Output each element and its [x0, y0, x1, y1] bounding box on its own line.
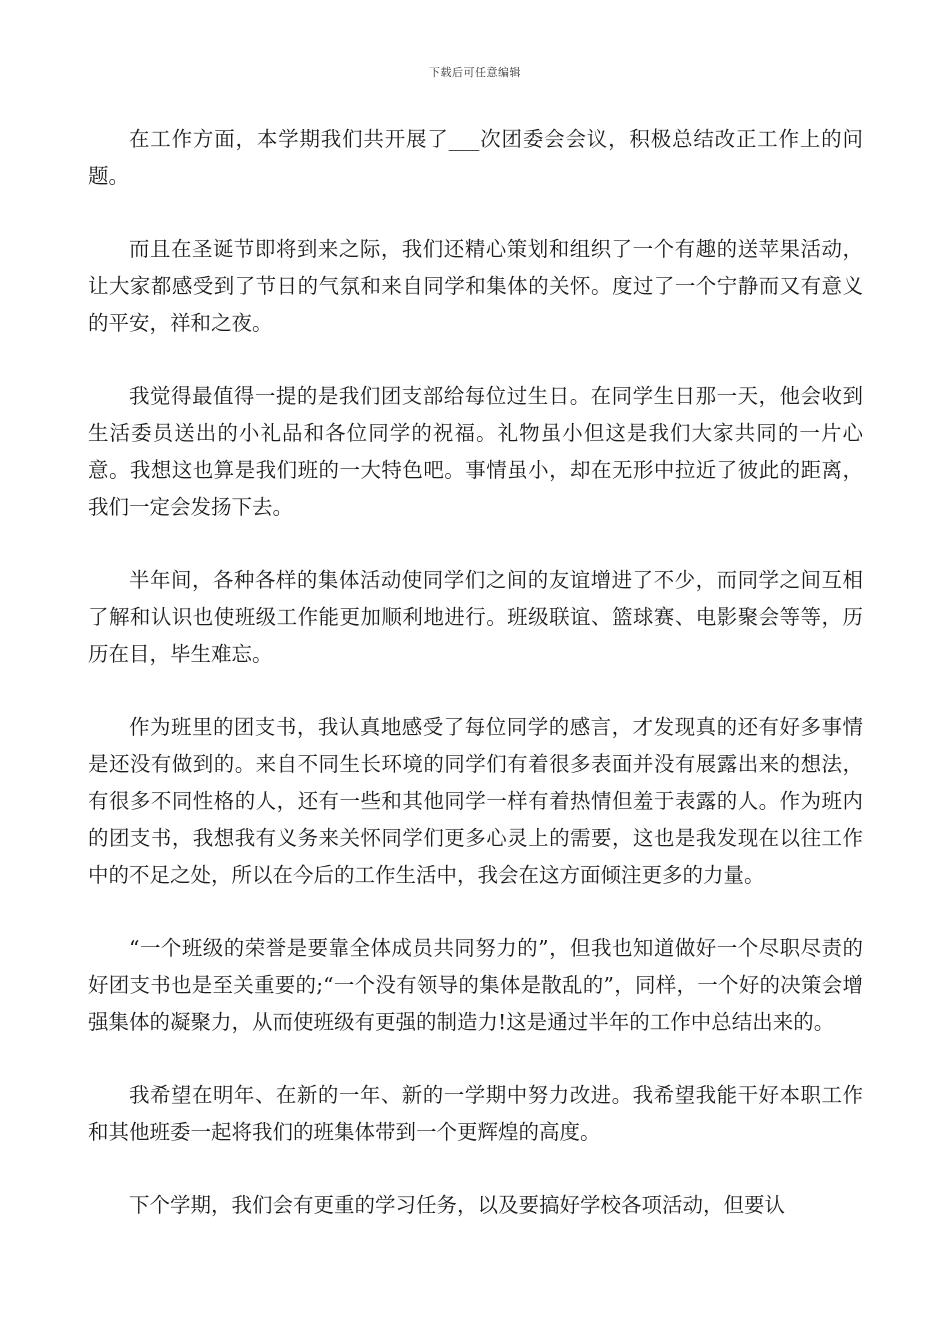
paragraph-work-meetings: 在工作方面，本学期我们共开展了___次团委会会议，积极总结改正工作上的问题。	[88, 127, 863, 188]
paragraph-christmas-activity: 而且在圣诞节即将到来之际，我们还精心策划和组织了一个有趣的送苹果活动，让大家都感受到了节日的气氛和来自同学和集体的关怀。度过了一个宁静而又有意义的平安，祥和之夜。	[88, 237, 863, 335]
paragraph-reflection: 作为班里的团支书，我认真地感受了每位同学的感言，才发现真的还有好多事情是还没有做到的。来自不同生长环境的同学们有着很多表面并没有展露出来的想法，有很多不同性格的人，还有一些和其他同学一样有着热情但羞于表露的人。作为班内的团支书，我想我有义务来关怀同学们更多心灵上的需要，这也是我发现在以往工作中的不足之处，所以在今后的工作生活中，我会在这方面倾注更多的力量。	[88, 715, 863, 887]
paragraph-birthday-tradition: 我觉得最值得一提的是我们团支部给每位过生日。在同学生日那一天，他会收到生活委员送出的小礼品和各位同学的祝福。礼物虽小但这是我们大家共同的一片心意。我想这也算是我们班的一大特色吧。事情虽小，却在无形中拉近了彼此的距离，我们一定会发扬下去。	[88, 384, 863, 519]
page-header-caption: 下载后可任意编辑	[429, 66, 521, 79]
paragraph-class-honor: “一个班级的荣誉是要靠全体成员共同努力的”，但我也知道做好一个尽职尽责的好团支书也是至关重要的;“一个没有领导的集体是散乱的”，同样，一个好的决策会增强集体的凝聚力，从而使班级有更强的制造力!这是通过半年的工作中总结出来的。	[88, 936, 863, 1034]
paragraph-collective-activities: 半年间，各种各样的集体活动使同学们之间的友谊增进了不少，而同学之间互相了解和认识也使班级工作能更加顺利地进行。班级联谊、篮球赛、电影聚会等等，历历在目，毕生难忘。	[88, 568, 863, 666]
document-body	[88, 121, 863, 1224]
paragraph-next-semester: 下个学期，我们会有更重的学习任务，以及要搞好学校各项活动，但要认	[129, 1193, 785, 1217]
paragraph-hopes: 我希望在明年、在新的一年、新的一学期中努力改进。我希望我能干好本职工作和其他班委一起将我们的班集体带到一个更辉煌的高度。	[88, 1083, 863, 1144]
